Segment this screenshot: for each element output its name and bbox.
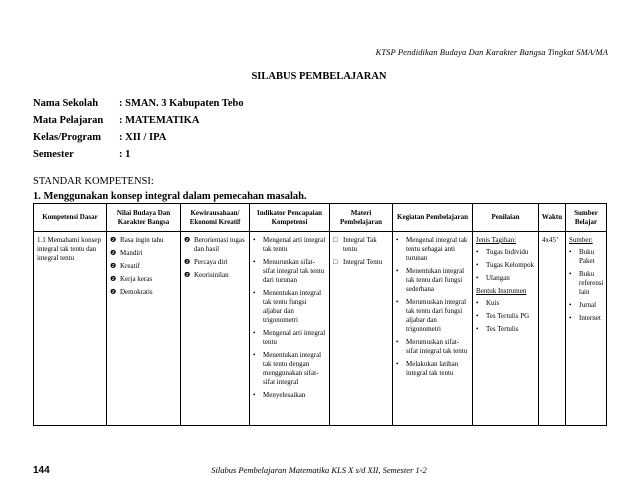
- header-kewirausahaan: Kewirausahaan/ Ekonomi Kreatif: [181, 204, 250, 232]
- list-item-text: Tes Tertulis: [486, 325, 519, 333]
- list-item: [253, 258, 326, 285]
- list-item-text: Integral Tentu: [343, 258, 383, 266]
- footer-note: Silabus Pembelajaran Matematika KLS X s/d XII, Semester 1-2: [211, 465, 427, 475]
- list-item-text: Menentukan integral tak tentu fungsi aljabar dan trigonometri: [263, 289, 322, 324]
- list-item-text: Kerja keras: [120, 275, 153, 283]
- list-item: [396, 267, 469, 294]
- list-item-text: Merumuskan sifat-sifat integral tak tentu: [406, 338, 468, 355]
- identity-label: Nama Sekolah: [33, 98, 99, 109]
- list-item: [396, 298, 469, 334]
- list-item: [110, 262, 177, 271]
- bullet-icon: ❷: [110, 288, 117, 296]
- identity-value: : 1: [119, 149, 131, 160]
- list-item: [253, 236, 326, 254]
- kompetensi-title: 1. Menggunakan konsep integral dalam pemecahan masalah.: [33, 191, 307, 202]
- list-item: [569, 314, 603, 323]
- bullet-icon: •: [396, 338, 399, 346]
- list-item: [184, 258, 246, 267]
- bullet-icon: ❷: [110, 262, 117, 270]
- list-item: [396, 338, 469, 356]
- list-item: [569, 301, 603, 310]
- bullet-icon: •: [396, 267, 399, 275]
- cell-penilaian: [473, 232, 539, 426]
- bullet-icon: •: [476, 325, 479, 333]
- list-item-text: Mandiri: [120, 249, 143, 257]
- bullet-icon: •: [253, 289, 256, 297]
- bullet-icon: •: [476, 248, 479, 256]
- header-kegiatan: Kegiatan Pembelajaran: [393, 204, 473, 232]
- bullet-icon: •: [569, 301, 572, 309]
- list-item-text: Ulangan: [486, 274, 510, 282]
- list-item: [110, 275, 177, 284]
- list-item-text: Internet: [579, 314, 601, 322]
- list-item-text: Mengenal arti integral tak tentu: [263, 236, 326, 253]
- bullet-icon: •: [253, 391, 256, 399]
- penilaian-jenis-label: Jenis Tagihan:: [476, 236, 517, 244]
- table-header-row: [34, 204, 607, 232]
- list-item-text: Menentukan integral tak tentu dengan menggunakan sifat-sifat integral: [263, 351, 322, 386]
- identity-label: Mata Pelajaran: [33, 115, 104, 126]
- list-item: [184, 271, 246, 280]
- header-waktu: Waktu: [539, 204, 566, 232]
- list-item: [476, 261, 535, 270]
- penilaian-bentuk-label: Bentuk Instrumen: [476, 287, 527, 295]
- list-item-text: Jurnal: [579, 301, 597, 309]
- list-item-text: Keorisinilan: [194, 271, 229, 279]
- list-item-text: Demokratis: [120, 288, 153, 296]
- header-indikator: Indikator Pencapaian Kompetensi: [250, 204, 330, 232]
- table-row: [34, 232, 607, 426]
- page-title: SILABUS PEMBELAJARAN: [251, 71, 387, 82]
- list-item: [396, 360, 469, 378]
- kompetensi-dasar-text: 1.1 Memahami konsep integral tak tentu dan integral tentu: [37, 236, 101, 262]
- list-item: [333, 258, 389, 267]
- list-item: [253, 329, 326, 347]
- list-item: [569, 270, 603, 297]
- list-item: [110, 249, 177, 258]
- list-item: [476, 312, 535, 321]
- identity-value: : SMAN. 3 Kabupaten Tebo: [119, 98, 244, 109]
- list-item: [253, 351, 326, 387]
- bullet-icon: •: [253, 351, 256, 359]
- cell-indikator: [250, 232, 330, 426]
- bullet-icon: •: [476, 299, 479, 307]
- bullet-icon: •: [253, 258, 256, 266]
- list-item-text: Mengenal integral tak tentu sebagai anti turunan: [406, 236, 468, 262]
- identity-row-semester: [33, 149, 244, 166]
- cell-materi: [330, 232, 393, 426]
- list-item-text: Tugas Kelompok: [486, 261, 535, 269]
- waktu-value: 4x45’: [542, 236, 559, 244]
- header-penilaian: Penilaian: [473, 204, 539, 232]
- bullet-icon: •: [253, 329, 256, 337]
- list-item-text: Percaya diri: [194, 258, 228, 266]
- bullet-icon: ❷: [184, 258, 191, 266]
- bullet-icon: •: [396, 298, 399, 306]
- cell-kompetensi-dasar: [34, 232, 107, 426]
- header-nilai-budaya: Nilai Budaya Dan Karakter Bangsa: [107, 204, 181, 232]
- list-item-text: Menyelesaikan: [263, 391, 306, 399]
- bullet-icon: •: [569, 248, 572, 256]
- identity-row-class: [33, 132, 244, 149]
- bullet-icon: •: [569, 270, 572, 278]
- list-item-text: Menurunkan sifat-sifat integral tak tentu dari turunan: [263, 258, 325, 284]
- list-item-text: Melakukan latihan integral tak tentu: [406, 360, 459, 377]
- list-item-text: Kreatif: [120, 262, 140, 270]
- page-number: 144: [33, 465, 50, 476]
- header-kompetensi-dasar: Kompetensi Dasar: [34, 204, 107, 232]
- bullet-icon: •: [396, 360, 399, 368]
- list-item: [253, 391, 326, 400]
- list-item: [476, 299, 535, 308]
- identity-row-school: [33, 98, 244, 115]
- identity-label: Kelas/Program: [33, 132, 102, 143]
- bullet-icon: •: [253, 236, 256, 244]
- standar-kompetensi-label: STANDAR KOMPETENSI:: [33, 176, 154, 187]
- list-item-text: Merumuskan integral tak tentu dari fungsi aljabar dan trigonometri: [406, 298, 467, 333]
- list-item-text: Buku referensi lain: [579, 270, 604, 296]
- syllabus-table: [33, 203, 607, 426]
- list-item-text: Tugas Individu: [486, 248, 529, 256]
- bullet-icon: •: [476, 274, 479, 282]
- bullet-icon: •: [476, 312, 479, 320]
- cell-sumber: [566, 232, 607, 426]
- square-bullet-icon: □: [333, 258, 338, 266]
- identity-value: : MATEMATIKA: [119, 115, 200, 126]
- list-item: [396, 236, 469, 263]
- list-item-text: Berorientasi tugas dan hasil: [194, 236, 245, 253]
- list-item: [476, 248, 535, 257]
- bullet-icon: •: [569, 314, 572, 322]
- list-item: [569, 248, 603, 266]
- list-item-text: Kuis: [486, 299, 500, 307]
- bullet-icon: ❷: [184, 271, 191, 279]
- bullet-icon: ❷: [110, 275, 117, 283]
- header-note: KTSP Pendidikan Budaya Dan Karakter Bangsa Tingkat SMA/MA: [375, 47, 608, 57]
- identity-block: [33, 98, 244, 166]
- list-item-text: Tes Tertulis PG: [486, 312, 530, 320]
- bullet-icon: •: [396, 236, 399, 244]
- header-materi: Materi Pembelajaran: [330, 204, 393, 232]
- sumber-label: Sumber:: [569, 236, 593, 244]
- identity-row-subject: [33, 115, 244, 132]
- cell-kegiatan: [393, 232, 473, 426]
- list-item: [253, 289, 326, 325]
- bullet-icon: ❷: [184, 236, 191, 244]
- list-item: [476, 325, 535, 334]
- bullet-icon: ❷: [110, 249, 117, 257]
- bullet-icon: ❷: [110, 236, 117, 244]
- list-item-text: Integral Tak tentu: [343, 236, 377, 253]
- list-item: [110, 236, 177, 245]
- list-item: [184, 236, 246, 254]
- list-item-text: Menentukan integral tak tentu dari fungsi sederhana: [406, 267, 465, 293]
- bullet-icon: •: [476, 261, 479, 269]
- cell-kewirausahaan: [181, 232, 250, 426]
- list-item-text: Buku Paket: [579, 248, 595, 265]
- identity-value: : XII / IPA: [119, 132, 167, 143]
- list-item: [476, 274, 535, 283]
- list-item: [110, 288, 177, 297]
- square-bullet-icon: □: [333, 236, 338, 244]
- identity-label: Semester: [33, 149, 74, 160]
- cell-waktu: [539, 232, 566, 426]
- header-sumber: Sumber Belajar: [566, 204, 607, 232]
- cell-nilai-budaya: [107, 232, 181, 426]
- list-item-text: Rasa ingin tahu: [120, 236, 164, 244]
- list-item-text: Mengenal arti integral tentu: [263, 329, 326, 346]
- list-item: [333, 236, 389, 254]
